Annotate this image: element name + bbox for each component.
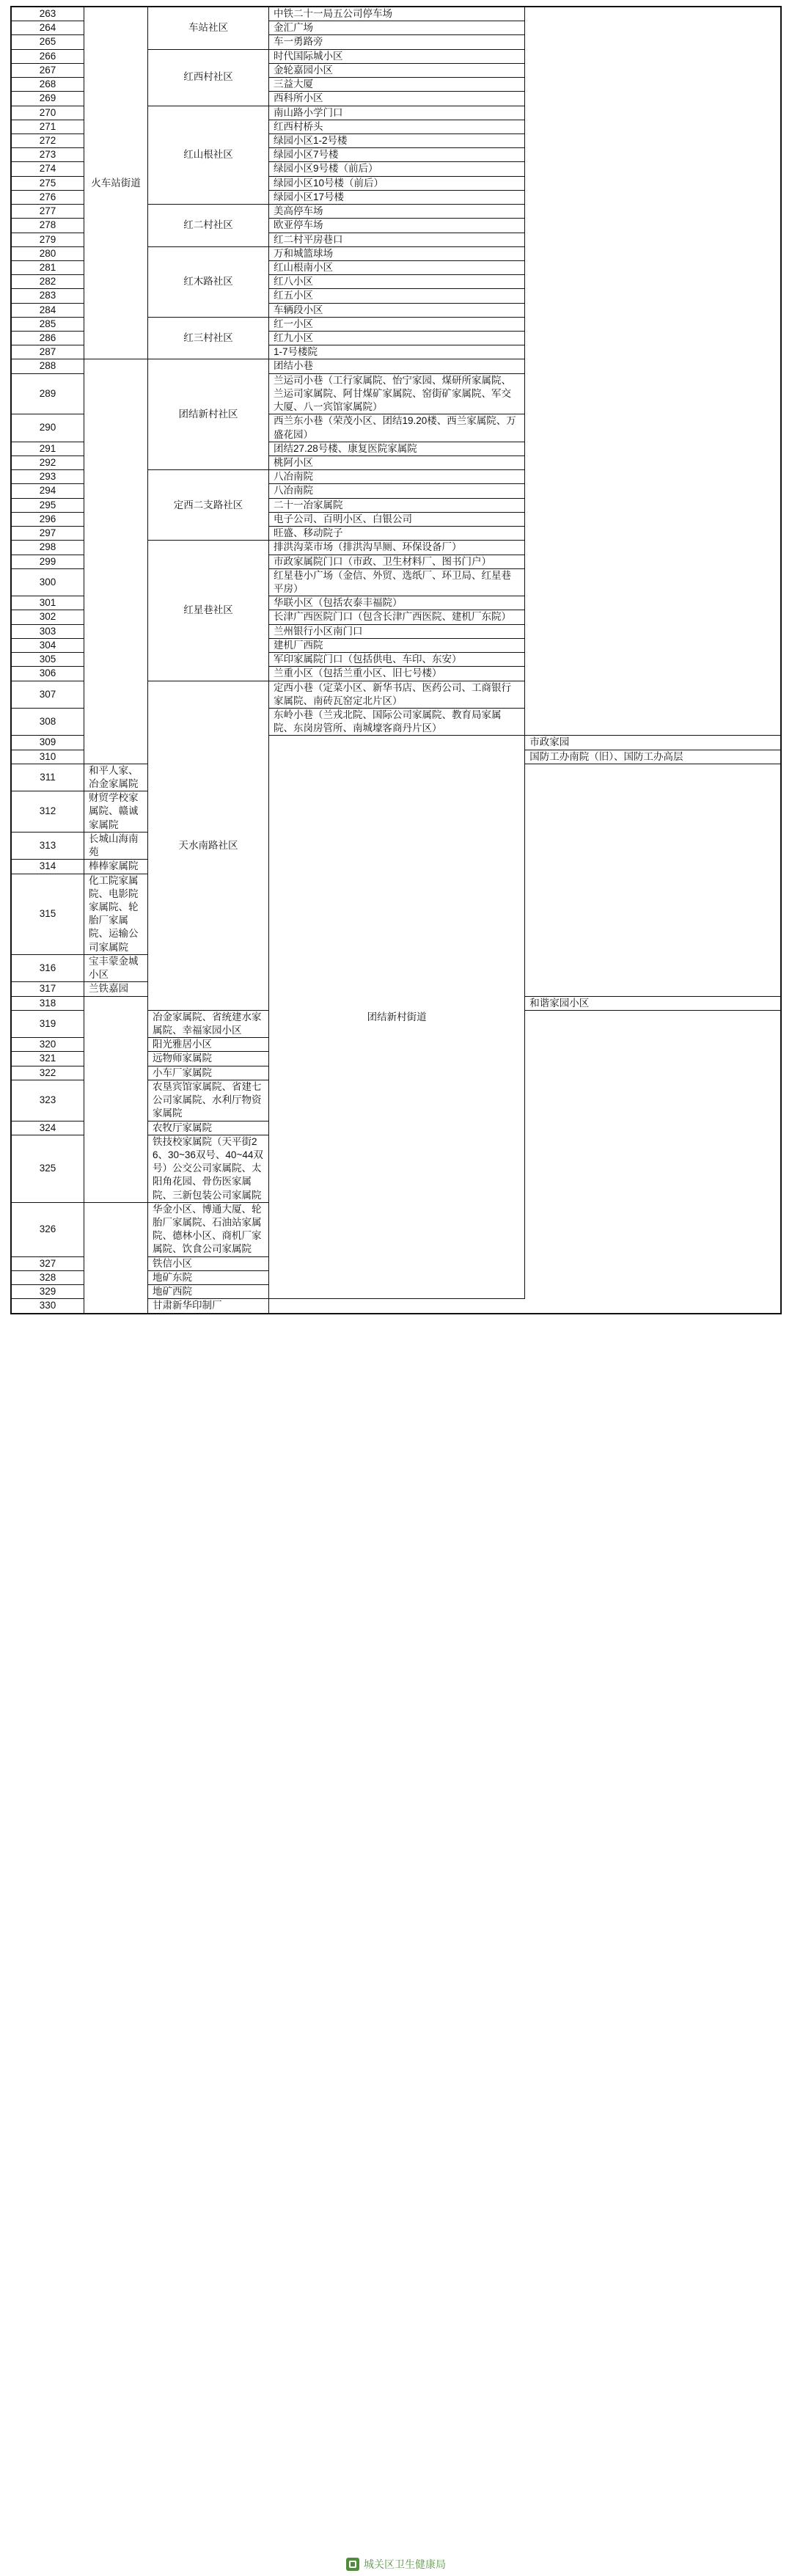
cell-place: 1-7号楼院 [269, 345, 525, 359]
cell-place: 和平人家、冶金家属院 [84, 764, 148, 791]
cell-place: 小车厂家属院 [148, 1066, 269, 1080]
cell-place: 长城山海南苑 [84, 832, 148, 859]
cell-number: 264 [11, 21, 84, 35]
cell-number: 298 [11, 541, 84, 555]
cell-number: 322 [11, 1066, 84, 1080]
cell-number: 311 [11, 764, 84, 791]
cell-place: 东岭小巷（兰戎北院、国际公司家属院、教育局家属院、东岗房管所、南城壕客商丹片区） [269, 708, 525, 735]
cell-number: 308 [11, 708, 84, 735]
table-body [11, 7, 781, 1314]
cell-place: 车一勇路旁 [269, 35, 525, 49]
cell-number: 295 [11, 498, 84, 512]
cell-place: 铁技校家属院（天平街26、30~36双号、40~44双号）公交公司家属院、太阳角花园、骨伤医家属院、三新包装公司家属院 [148, 1135, 269, 1202]
cell-number: 281 [11, 260, 84, 274]
cell-place: 地矿西院 [148, 1285, 269, 1299]
cell-number: 277 [11, 205, 84, 219]
cell-number: 273 [11, 148, 84, 162]
cell-place: 旺盛、移动院子 [269, 527, 525, 541]
cell-place: 西兰东小巷（荣茂小区、团结19.20楼、西兰家属院、万盛花园） [269, 414, 525, 442]
cell-number: 329 [11, 1285, 84, 1299]
cell-place: 农牧厅家属院 [148, 1121, 269, 1135]
cell-place: 市政家属院门口（市政、卫生材料厂、图书门户） [269, 555, 525, 568]
cell-place: 金轮嘉园小区 [269, 63, 525, 77]
cell-place: 长津广西医院门口（包含长津广西医院、建机厂东院） [269, 610, 525, 624]
cell-place: 红二村平房巷口 [269, 233, 525, 246]
venue-table [10, 6, 782, 1314]
cell-place: 建机厂西院 [269, 638, 525, 652]
cell-number: 275 [11, 176, 84, 190]
cell-place: 铁信小区 [148, 1256, 269, 1270]
cell-number: 330 [11, 1299, 84, 1314]
cell-number: 271 [11, 120, 84, 133]
cell-place: 中铁二十一局五公司停车场 [269, 7, 525, 21]
cell-number: 263 [11, 7, 84, 21]
cell-place: 八冶南院 [269, 484, 525, 498]
cell-number: 299 [11, 555, 84, 568]
cell-number: 306 [11, 667, 84, 681]
cell-number: 286 [11, 332, 84, 345]
cell-place: 二十一冶家属院 [269, 498, 525, 512]
cell-place: 团结小巷 [269, 359, 525, 373]
cell-community: 红二村社区 [148, 205, 269, 247]
cell-number: 267 [11, 63, 84, 77]
cell-place: 电子公司、百明小区、白银公司 [269, 512, 525, 526]
cell-place: 棒棒家属院 [84, 860, 148, 874]
cell-number: 328 [11, 1270, 84, 1284]
cell-community: 天水南路社区 [148, 681, 269, 1010]
cell-number: 307 [11, 681, 84, 708]
cell-place: 八冶南院 [269, 470, 525, 484]
cell-number: 323 [11, 1080, 84, 1121]
cell-number: 284 [11, 303, 84, 317]
table-row [11, 359, 781, 373]
cell-place: 绿园小区10号楼（前后） [269, 176, 525, 190]
cell-number: 320 [11, 1038, 84, 1052]
cell-number: 321 [11, 1052, 84, 1066]
cell-place: 团结27.28号楼、康复医院家属院 [269, 442, 525, 455]
cell-number: 318 [11, 996, 84, 1010]
cell-place: 绿园小区9号楼（前后） [269, 162, 525, 176]
cell-community: 红木路社区 [148, 246, 269, 317]
cell-community: 团结新村社区 [148, 359, 269, 470]
cell-number: 278 [11, 219, 84, 233]
cell-number: 291 [11, 442, 84, 455]
cell-number: 310 [11, 750, 84, 764]
cell-place: 红星巷小广场（金信、外贸、选纸厂、环卫局、红星巷平房） [269, 568, 525, 596]
cell-place: 美高停车场 [269, 205, 525, 219]
cell-number: 304 [11, 638, 84, 652]
footer [0, 2557, 792, 2573]
cell-number: 283 [11, 289, 84, 303]
cell-number: 288 [11, 359, 84, 373]
cell-place: 兰铁嘉园 [84, 982, 148, 996]
cell-place: 绿园小区17号楼 [269, 190, 525, 204]
cell-place: 万和城篮球场 [269, 246, 525, 260]
cell-place: 绿园小区7号楼 [269, 148, 525, 162]
account-name: 城关区卫生健康局 [364, 2558, 446, 2570]
cell-number: 315 [11, 874, 84, 954]
cell-place: 兰州银行小区南门口 [269, 624, 525, 638]
cell-number: 326 [11, 1202, 84, 1256]
cell-place: 欧亚停车场 [269, 219, 525, 233]
cell-number: 305 [11, 653, 84, 667]
cell-place: 红八小区 [269, 275, 525, 289]
cell-place: 地矿东院 [148, 1270, 269, 1284]
cell-street [84, 359, 148, 764]
cell-number: 303 [11, 624, 84, 638]
cell-number: 272 [11, 133, 84, 147]
cell-place: 南山路小学门口 [269, 106, 525, 120]
cell-number: 287 [11, 345, 84, 359]
cell-community [84, 1202, 148, 1313]
cell-number: 316 [11, 954, 84, 981]
table-row [11, 7, 781, 21]
cell-place: 红五小区 [269, 289, 525, 303]
cell-place: 兰运司小巷（工行家属院、怡宁家园、煤研所家属院、兰运司家属院、阿甘煤矿家属院、窑街矿家属院、军交大厦、八一宾馆家属院） [269, 373, 525, 414]
cell-number: 282 [11, 275, 84, 289]
cell-number: 319 [11, 1010, 84, 1037]
cell-community: 定西二支路社区 [148, 470, 269, 541]
cell-number: 314 [11, 860, 84, 874]
cell-number: 296 [11, 512, 84, 526]
cell-place: 排洪沟菜市场（排洪沟旱厕、环保设备厂） [269, 541, 525, 555]
cell-place: 化工院家属院、电影院家属院、轮胎厂家属院、运输公司家属院 [84, 874, 148, 954]
cell-community: 红山根社区 [148, 106, 269, 205]
cell-number: 309 [11, 736, 84, 750]
cell-number: 265 [11, 35, 84, 49]
cell-place: 和谐家园小区 [525, 996, 781, 1010]
cell-number: 276 [11, 190, 84, 204]
cell-number: 285 [11, 317, 84, 331]
cell-community: 车站社区 [148, 7, 269, 49]
cell-number: 324 [11, 1121, 84, 1135]
cell-place: 车辆段小区 [269, 303, 525, 317]
cell-place: 定西小巷（定菜小区、新华书店、医药公司、工商银行家属院、南砖瓦窑定北片区） [269, 681, 525, 708]
cell-number: 312 [11, 791, 84, 833]
street-label: 火车站街道 [91, 177, 141, 189]
cell-number: 280 [11, 246, 84, 260]
cell-place: 军印家属院门口（包括供电、车印、东安） [269, 653, 525, 667]
street-label: 团结新村街道 [367, 1011, 427, 1022]
cell-place: 阳光雅居小区 [148, 1038, 269, 1052]
cell-place: 农垦宾馆家属院、省建七公司家属院、水利厅物资家属院 [148, 1080, 269, 1121]
cell-number: 292 [11, 456, 84, 470]
cell-number: 266 [11, 49, 84, 63]
cell-place: 华金小区、博通大厦、轮胎厂家属院、石油站家属院、德林小区、商机厂家属院、饮食公司家属院 [148, 1202, 269, 1256]
cell-place: 西科所小区 [269, 92, 525, 106]
cell-number: 301 [11, 596, 84, 610]
cell-place: 红山根南小区 [269, 260, 525, 274]
cell-number: 269 [11, 92, 84, 106]
cell-community: 红三村社区 [148, 317, 269, 359]
cell-place: 国防工办南院（旧）、国防工办高层 [525, 750, 781, 764]
cell-number: 268 [11, 78, 84, 92]
cell-place: 兰重小区（包括兰重小区、旧七号楼） [269, 667, 525, 681]
account-badge [346, 2557, 446, 2572]
cell-community [84, 996, 148, 1202]
cell-place: 远物师家属院 [148, 1052, 269, 1066]
cell-number: 290 [11, 414, 84, 442]
cell-street-continued [269, 736, 525, 1299]
cell-place: 绿园小区1-2号楼 [269, 133, 525, 147]
cell-place: 财贸学校家属院、赣诚家属院 [84, 791, 148, 833]
cell-place: 市政家园 [525, 736, 781, 750]
cell-number: 279 [11, 233, 84, 246]
cell-number: 297 [11, 527, 84, 541]
cell-place: 华联小区（包括农泰丰福院） [269, 596, 525, 610]
cell-community: 红星巷社区 [148, 541, 269, 681]
cell-place: 冶金家属院、省统建水家属院、幸福家园小区 [148, 1010, 269, 1037]
cell-place: 三益大厦 [269, 78, 525, 92]
cell-place: 时代国际城小区 [269, 49, 525, 63]
cell-number: 293 [11, 470, 84, 484]
cell-number: 313 [11, 832, 84, 859]
cell-place: 甘肃新华印制厂 [148, 1299, 269, 1314]
cell-number: 289 [11, 373, 84, 414]
cell-number: 327 [11, 1256, 84, 1270]
cell-place: 红九小区 [269, 332, 525, 345]
cell-number: 270 [11, 106, 84, 120]
cell-place: 红西村桥头 [269, 120, 525, 133]
wechat-account-icon [346, 2558, 359, 2571]
cell-community: 红西村社区 [148, 49, 269, 106]
cell-place: 宝丰蒙金城小区 [84, 954, 148, 981]
cell-number: 325 [11, 1135, 84, 1202]
cell-place: 桃阿小区 [269, 456, 525, 470]
cell-number: 274 [11, 162, 84, 176]
cell-number: 300 [11, 568, 84, 596]
cell-street [84, 7, 148, 359]
cell-number: 294 [11, 484, 84, 498]
cell-number: 302 [11, 610, 84, 624]
cell-place: 金汇广场 [269, 21, 525, 35]
cell-place: 红一小区 [269, 317, 525, 331]
cell-number: 317 [11, 982, 84, 996]
